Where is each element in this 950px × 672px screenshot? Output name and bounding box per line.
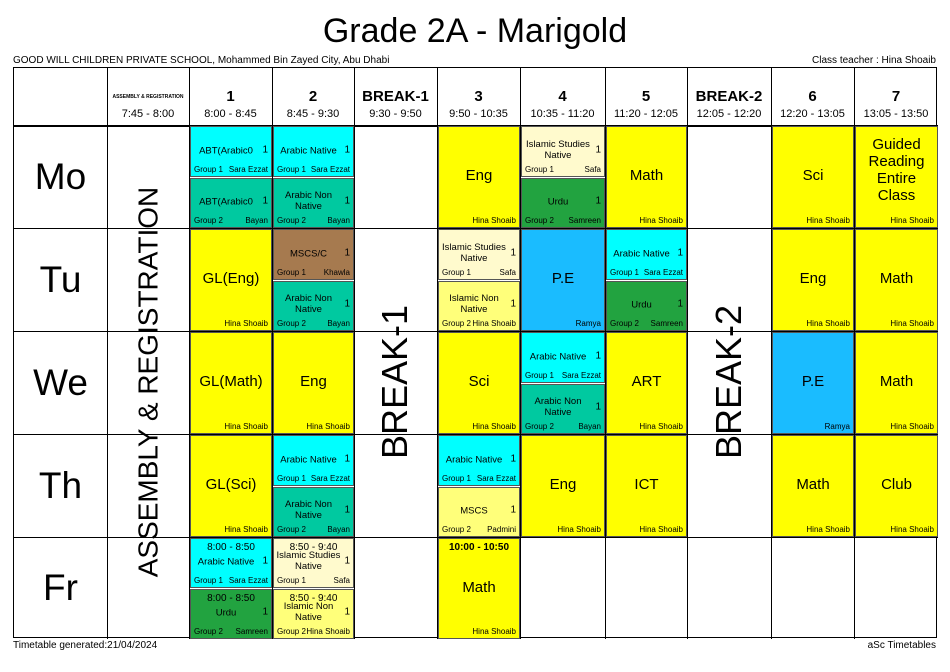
period-name: 1 <box>226 88 235 105</box>
lesson-count: 1 <box>510 298 516 310</box>
class-teacher: Class teacher : Hina Shoaib <box>812 55 936 66</box>
lesson-teacher: Sara Ezzat <box>228 576 268 585</box>
period-name: 3 <box>474 88 483 105</box>
lesson-cell <box>273 126 354 177</box>
period-header <box>854 88 938 121</box>
lesson-subject: Math <box>879 372 914 390</box>
break1-label-text: BREAK-1 <box>374 304 416 460</box>
lesson-subject: ICT <box>634 475 659 493</box>
lesson-teacher: Hina Shoaib <box>472 216 516 225</box>
lesson-count: 1 <box>262 555 268 567</box>
lesson-cell <box>438 229 520 280</box>
lesson-cell <box>606 126 687 228</box>
lesson-cell <box>606 229 687 280</box>
lesson-count: 1 <box>262 195 268 207</box>
lesson-teacher: Hina Shoaib <box>224 422 268 431</box>
lesson-teacher: Bayan <box>327 319 350 328</box>
lesson-cell <box>855 332 938 434</box>
lesson-teacher: Hina Shoaib <box>306 422 350 431</box>
lesson-group: Group 2 <box>525 422 554 431</box>
lesson-subject: Guided Reading Entire Class <box>868 136 925 205</box>
lesson-teacher: Hina Shoaib <box>224 319 268 328</box>
lesson-subject: Arabic Non Native <box>285 498 332 521</box>
lesson-subject: MSCS <box>460 505 488 517</box>
lesson-subject: Arabic Native <box>613 247 670 259</box>
period-name: 7 <box>891 88 901 105</box>
lesson-subject: Arabic Native <box>280 144 337 156</box>
period-name: 5 <box>641 88 651 105</box>
lesson-teacher: Hina Shoaib <box>472 627 516 636</box>
period-time: 12:05 - 12:20 <box>696 108 762 120</box>
lesson-subject: Sci <box>468 372 490 390</box>
lesson-teacher: Sara Ezzat <box>310 165 350 174</box>
lesson-cell <box>190 126 272 177</box>
lesson-count: 1 <box>344 246 350 258</box>
period-name: BREAK-2 <box>695 88 763 105</box>
period-time: 10:35 - 11:20 <box>530 108 595 120</box>
lesson-teacher: Bayan <box>578 422 601 431</box>
period-header <box>437 88 520 121</box>
lesson-cell <box>521 178 605 228</box>
lesson-teacher: Sara Ezzat <box>476 474 516 483</box>
period-header <box>189 88 272 121</box>
lesson-group: Group 2 <box>194 627 223 636</box>
footer-brand: aSc Timetables <box>867 640 936 651</box>
lesson-cell <box>521 384 605 434</box>
lesson-subject: Club <box>881 475 912 493</box>
lesson-count: 1 <box>510 246 516 258</box>
lesson-cell <box>772 435 854 537</box>
lesson-teacher: Samreen <box>235 627 268 636</box>
lesson-subject: Islamic Non Native <box>283 600 334 623</box>
lesson-subject: Arabic Native <box>197 556 255 568</box>
lesson-cell <box>273 281 354 331</box>
lesson-group: Group 1 <box>194 165 223 174</box>
lesson-subject: Urdu <box>631 299 652 311</box>
lesson-subject: Islamic Studies Native <box>526 138 590 161</box>
period-name: BREAK-1 <box>362 88 429 105</box>
lesson-cell <box>521 126 605 177</box>
lesson-time: 8:00 - 8:50 <box>207 542 255 553</box>
lesson-count: 1 <box>262 606 268 618</box>
period-header <box>354 88 437 121</box>
lesson-cell <box>438 487 520 537</box>
lesson-teacher: Ramya <box>824 422 850 431</box>
lesson-teacher: Safa <box>584 165 601 174</box>
lesson-cell <box>606 435 687 537</box>
period-time: 7:45 - 8:00 <box>121 108 175 120</box>
lesson-subject: Arabic Non Native <box>534 395 582 418</box>
lesson-count: 1 <box>344 298 350 310</box>
lesson-cell <box>273 229 354 280</box>
lesson-group: Group 1 <box>610 268 639 277</box>
lesson-count: 1 <box>677 246 683 258</box>
lesson-count: 1 <box>510 452 516 464</box>
lesson-group: Group 2 <box>610 319 639 328</box>
lesson-subject: P.E <box>801 372 825 390</box>
lesson-teacher: Hina Shoaib <box>806 216 850 225</box>
period-time: 9:50 - 10:35 <box>449 108 508 120</box>
lesson-subject: Eng <box>549 475 577 493</box>
lesson-subject: Arabic Non Native <box>285 292 332 315</box>
day-label: Fr <box>43 567 78 608</box>
lesson-teacher: Khawla <box>323 268 350 277</box>
lesson-teacher: Padmini <box>487 525 516 534</box>
day-label: Mo <box>34 155 87 197</box>
lesson-cell <box>190 538 272 588</box>
lesson-cell <box>521 332 605 383</box>
break2-label-text: BREAK-2 <box>708 304 749 460</box>
school-name: GOOD WILL CHILDREN PRIVATE SCHOOL, Mohammed Bin Zayed City, Abu Dhabi <box>13 55 390 66</box>
lesson-cell <box>606 281 687 331</box>
lesson-count: 1 <box>344 452 350 464</box>
lesson-group: Group 1 <box>442 268 471 277</box>
lesson-cell <box>273 178 354 228</box>
lesson-subject: GL(Sci) <box>205 475 257 493</box>
lesson-cell <box>772 229 854 331</box>
lesson-cell <box>606 332 687 434</box>
lesson-teacher: Hina Shoaib <box>890 422 934 431</box>
lesson-teacher: Hina Shoaib <box>639 525 683 534</box>
break2-label <box>687 125 771 639</box>
lesson-teacher: Sara Ezzat <box>561 371 601 380</box>
period-header <box>272 88 354 121</box>
lesson-subject: ABT(Arabic0 <box>199 144 253 156</box>
lesson-cell <box>521 229 605 331</box>
lesson-cell <box>855 126 938 228</box>
period-header <box>605 88 687 121</box>
lesson-subject: Eng <box>799 269 827 287</box>
lesson-teacher: Sara Ezzat <box>643 268 683 277</box>
lesson-time: 8:00 - 8:50 <box>207 593 255 604</box>
lesson-group: Group 1 <box>277 165 306 174</box>
lesson-cell <box>273 487 354 537</box>
lesson-teacher: Safa <box>499 268 516 277</box>
lesson-count: 1 <box>595 143 601 155</box>
lesson-subject: Islamic Non Native <box>449 292 499 315</box>
lesson-cell <box>190 229 272 331</box>
lesson-cell <box>438 332 520 434</box>
period-time: 12:20 - 13:05 <box>780 108 845 120</box>
footer-generated: Timetable generated:21/04/2024 <box>13 640 158 651</box>
lesson-teacher: Hina Shoaib <box>472 319 516 328</box>
lesson-cell <box>273 589 354 639</box>
lesson-subject: Math <box>462 578 496 596</box>
lesson-group: Group 2 <box>194 216 223 225</box>
lesson-subject: Urdu <box>547 196 569 208</box>
lesson-subject: Math <box>796 475 830 493</box>
lesson-group: Group 2 <box>277 525 306 534</box>
period-name: ASSEMBLY & REGISTRATION <box>112 94 184 100</box>
lesson-group: Group 2 <box>442 525 471 534</box>
lesson-teacher: Hina Shoaib <box>306 627 350 636</box>
period-header <box>687 88 771 121</box>
lesson-teacher: Bayan <box>245 216 268 225</box>
lesson-cell <box>772 126 854 228</box>
lesson-subject: Islamic Studies Native <box>276 549 341 572</box>
lesson-cell <box>438 126 520 228</box>
lesson-group: Group 1 <box>442 474 471 483</box>
lesson-count: 1 <box>344 555 350 567</box>
lesson-subject: Arabic Native <box>445 453 503 465</box>
lesson-count: 1 <box>510 504 516 516</box>
lesson-cell <box>521 435 605 537</box>
lesson-teacher: Safa <box>333 576 350 585</box>
day-label: Tu <box>39 258 82 300</box>
lesson-cell <box>190 178 272 228</box>
lesson-teacher: Hina Shoaib <box>890 319 934 328</box>
lesson-teacher: Samreen <box>568 216 601 225</box>
lesson-group: Group 2 <box>277 216 306 225</box>
lesson-teacher: Bayan <box>327 216 350 225</box>
period-time: 13:05 - 13:50 <box>863 108 929 120</box>
lesson-cell <box>438 281 520 331</box>
lesson-subject: Eng <box>465 166 493 184</box>
lesson-cell <box>190 435 272 537</box>
lesson-teacher: Hina Shoaib <box>472 422 516 431</box>
period-time: 8:00 - 8:45 <box>204 108 257 120</box>
period-header <box>520 88 605 121</box>
lesson-count: 1 <box>595 401 601 413</box>
lesson-teacher: Samreen <box>650 319 683 328</box>
lesson-count: 1 <box>344 606 350 618</box>
day-label: We <box>33 361 88 403</box>
period-header <box>107 88 189 121</box>
lesson-subject: ABT(Arabic0 <box>199 196 253 208</box>
break1-label <box>354 125 437 639</box>
lesson-subject: P.E <box>551 269 575 287</box>
lesson-cell <box>438 538 520 639</box>
lesson-teacher: Hina Shoaib <box>639 216 683 225</box>
lesson-teacher: Hina Shoaib <box>224 525 268 534</box>
lesson-subject: Islamic Studies Native <box>442 241 506 264</box>
lesson-time: 8:50 - 9:40 <box>289 542 338 553</box>
period-header <box>771 88 854 121</box>
period-name: 4 <box>558 88 567 105</box>
lesson-teacher: Sara Ezzat <box>228 165 268 174</box>
lesson-subject: Math <box>629 166 664 184</box>
period-name: 6 <box>808 88 817 105</box>
lesson-count: 1 <box>595 349 601 361</box>
lesson-subject: Sci <box>802 166 824 184</box>
lesson-group: Group 1 <box>277 474 306 483</box>
timetable-grid <box>13 67 937 638</box>
lesson-cell <box>273 332 354 434</box>
period-time: 8:45 - 9:30 <box>286 108 340 120</box>
lesson-teacher: Hina Shoaib <box>639 422 683 431</box>
lesson-group: Group 1 <box>277 576 306 585</box>
lesson-teacher: Sara Ezzat <box>310 474 350 483</box>
lesson-cell <box>273 538 354 588</box>
lesson-cell <box>190 332 272 434</box>
lesson-subject: GL(Math) <box>199 372 263 390</box>
lesson-count: 1 <box>262 143 268 155</box>
lesson-time: 10:00 - 10:50 <box>448 542 510 553</box>
lesson-cell <box>855 435 938 537</box>
lesson-teacher: Hina Shoaib <box>806 319 850 328</box>
lesson-group: Group 2 <box>525 216 554 225</box>
day-label: Th <box>38 464 83 506</box>
period-time: 9:30 - 9:50 <box>369 108 422 120</box>
lesson-group: Group 2 <box>442 319 471 328</box>
lesson-group: Group 2 <box>277 627 306 636</box>
lesson-teacher: Hina Shoaib <box>890 216 934 225</box>
lesson-time: 8:50 - 9:40 <box>289 593 338 604</box>
lesson-subject: Eng <box>300 372 327 390</box>
lesson-subject: Arabic Native <box>529 350 587 362</box>
lesson-cell <box>855 229 938 331</box>
period-name: 2 <box>308 88 318 105</box>
assembly-label <box>107 125 189 639</box>
lesson-count: 1 <box>595 195 601 207</box>
lesson-subject: Arabic Non Native <box>285 189 332 212</box>
lesson-teacher: Hina Shoaib <box>890 525 934 534</box>
lesson-subject: GL(Eng) <box>202 269 260 287</box>
assembly-label-text: ASSEMBLY & REGISTRATION <box>132 186 164 578</box>
lesson-count: 1 <box>344 195 350 207</box>
lesson-cell <box>273 435 354 486</box>
lesson-count: 1 <box>344 504 350 516</box>
lesson-group: Group 1 <box>194 576 223 585</box>
lesson-teacher: Bayan <box>327 525 350 534</box>
lesson-cell <box>772 332 854 434</box>
lesson-group: Group 1 <box>277 268 306 277</box>
lesson-subject: MSCS/C <box>290 247 327 259</box>
lesson-subject: Urdu <box>215 607 237 619</box>
lesson-subject: Math <box>879 269 914 287</box>
lesson-group: Group 1 <box>525 371 554 380</box>
lesson-subject: Arabic Native <box>280 453 337 465</box>
lesson-count: 1 <box>344 143 350 155</box>
page-title: Grade 2A - Marigold <box>322 12 628 50</box>
lesson-teacher: Hina Shoaib <box>557 525 601 534</box>
lesson-group: Group 2 <box>277 319 306 328</box>
lesson-cell <box>438 435 520 486</box>
lesson-subject: ART <box>631 372 662 390</box>
lesson-count: 1 <box>677 298 683 310</box>
lesson-teacher: Ramya <box>575 319 601 328</box>
lesson-cell <box>190 589 272 639</box>
lesson-group: Group 1 <box>525 165 554 174</box>
period-time: 11:20 - 12:05 <box>613 108 678 120</box>
lesson-teacher: Hina Shoaib <box>806 525 850 534</box>
